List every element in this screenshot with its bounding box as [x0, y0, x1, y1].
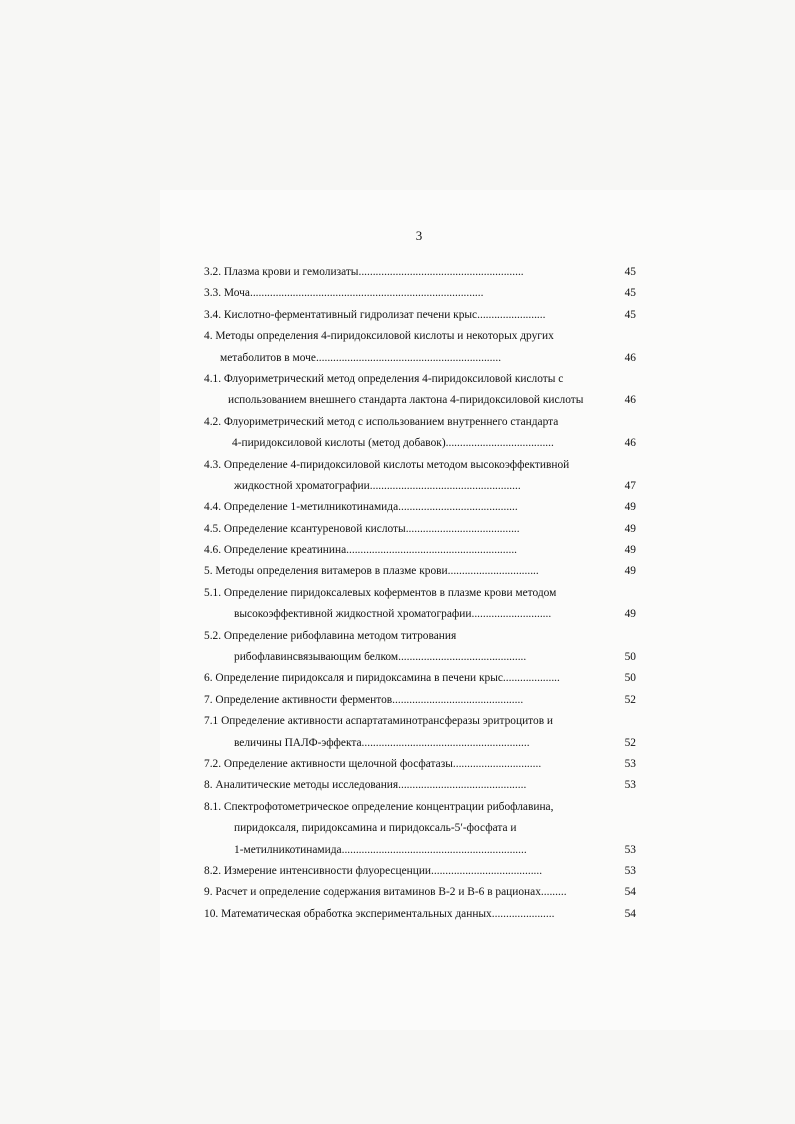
- toc-line: 5.1. Определение пиридоксалевых коферментов в плазме крови методом: [204, 586, 557, 599]
- toc-line: 4.4. Определение 1-метилникотинамида.......................................... 49: [204, 501, 636, 514]
- toc-line: 3.2. Плазма крови и гемолизаты.......................................................... 45: [204, 266, 636, 278]
- toc-line: 4.2. Флуориметрический метод с использованием внутреннего стандарта: [204, 415, 559, 428]
- toc-line: 5.2. Определение рибофлавина методом титрования: [204, 629, 457, 642]
- toc-line: 4-пиридоксиловой кислоты (метод добавок)...................................... 46: [232, 437, 636, 450]
- toc-line: величины ПАЛФ-эффекта........................................................... 52: [234, 736, 636, 749]
- toc-line: высокоэффективной жидкостной хроматографии............................ 49: [234, 608, 636, 621]
- table-of-contents: [204, 262, 636, 925]
- toc-line: 8. Аналитические методы исследования............................................. 53: [204, 779, 636, 792]
- toc-line: 4. Методы определения 4-пиридоксиловой кислоты и некоторых других: [204, 330, 554, 343]
- toc-line: 8.2. Измерение интенсивности флуоресценции....................................... 53: [204, 864, 636, 877]
- toc-line: 3.3. Моча.................................................................................. 45: [204, 287, 636, 300]
- toc-line: рибофлавинсвязывающим белком............................................. 50: [234, 651, 636, 664]
- toc-line: 7.2. Определение активности щелочной фосфатазы............................... 53: [204, 757, 636, 770]
- toc-line: 4.6. Определение креатинина............................................................ 49: [204, 544, 636, 557]
- toc-line: 7. Определение активности ферментов.............................................. 52: [204, 693, 636, 706]
- toc-line: пиридоксаля, пиридоксамина и пиридоксаль-5′-фосфата и: [234, 822, 517, 835]
- toc-line: жидкостной хроматографии..................................................... 47: [234, 479, 636, 492]
- toc-line: 8.1. Спектрофотометрическое определение концентрации рибофлавина,: [204, 800, 554, 813]
- toc-line: 3.4. Кислотно-ферментативный гидролизат печени крыс........................ 45: [204, 308, 636, 321]
- toc-line: использованием внешнего стандарта лактона 4-пиридоксиловой кислоты 46: [228, 394, 636, 407]
- toc-line: 4.3. Определение 4-пиридоксиловой кислоты методом высокоэффективной: [204, 458, 570, 471]
- toc-line: 6. Определение пиридоксаля и пиридоксамина в печени крыс.................... 50: [204, 672, 636, 685]
- toc-line: 1-метилникотинамида................................................................. 53: [234, 843, 636, 856]
- toc-line: метаболитов в моче................................................................. 46: [220, 351, 636, 364]
- toc-line: 9. Расчет и определение содержания витаминов В-2 и В-6 в рационах......... 54: [204, 886, 636, 899]
- toc-line: 5. Методы определения витамеров в плазме крови................................ 49: [204, 565, 636, 578]
- page-number: 3: [415, 228, 423, 243]
- toc-line: 10. Математическая обработка экспериментальных данных...................... 54: [204, 907, 636, 920]
- toc-line: 4.5. Определение ксантуреновой кислоты........................................ 49: [204, 522, 636, 535]
- toc-line: 4.1. Флуориметрический метод определения 4-пиридоксиловой кислоты с: [204, 372, 564, 385]
- toc-line: 7.1 Определение активности аспартатаминотрансферазы эритроцитов и: [204, 715, 554, 728]
